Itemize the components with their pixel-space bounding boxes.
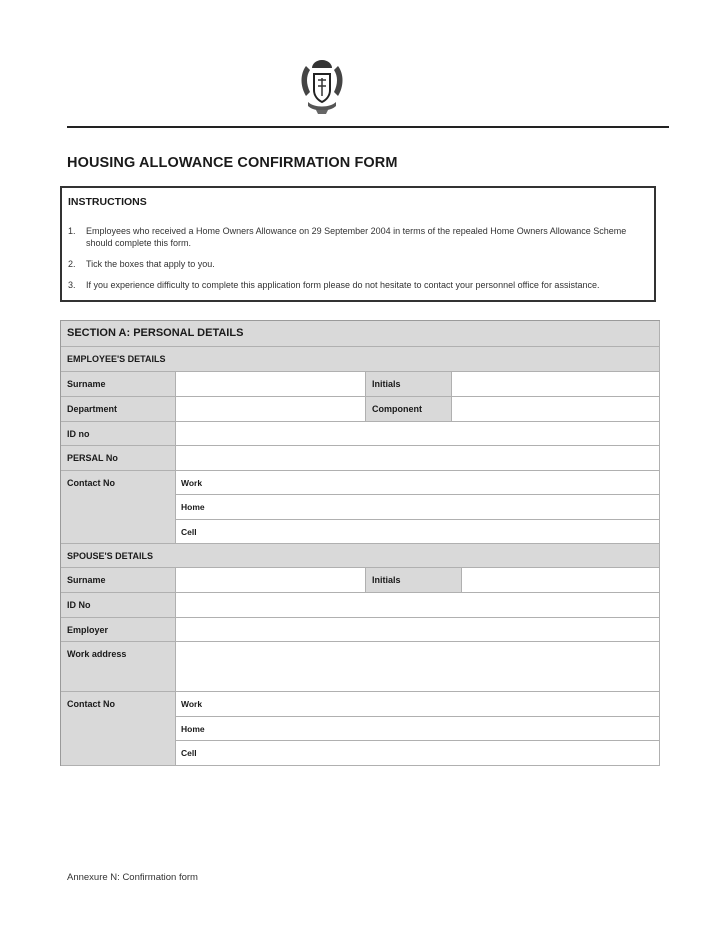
footer-annexure: Annexure N: Confirmation form [67,872,198,883]
form-title: HOUSING ALLOWANCE CONFIRMATION FORM [67,155,398,171]
instruction-item [68,279,648,291]
header-rule [67,126,669,128]
employee-component-field[interactable] [452,397,660,422]
personal-details-table [60,320,660,766]
employee-contact-work-field[interactable] [176,471,660,495]
instruction-number: 3. [68,280,76,290]
employee-component-label [366,397,452,422]
spouse-details-header [61,544,660,568]
cell-label: Cell [181,748,197,758]
instruction-item [68,258,648,270]
employee-contact-cell-field[interactable] [176,520,660,544]
employee-id-field[interactable] [176,422,660,446]
work-label: Work [181,699,203,709]
spouse-details-title: SPOUSE'S DETAILS [67,551,153,561]
spouse-contact-work-field[interactable] [176,692,660,717]
spouse-surname-field[interactable] [176,568,366,593]
label-text: Initials [372,379,401,389]
employee-persal-field[interactable] [176,446,660,471]
spouse-contact-label [61,692,176,766]
spouse-work-address-label [61,642,176,692]
employee-contact-label [61,471,176,544]
spouse-initials-field[interactable] [462,568,660,593]
employee-initials-field[interactable] [452,372,660,397]
instruction-item [68,225,648,249]
instruction-number: 1. [68,226,76,236]
instruction-text: If you experience difficulty to complete this application form please do not hesitate to contact your personnel office for assistance. [86,280,600,290]
label-text: Employer [67,625,109,635]
work-label: Work [181,478,203,488]
instructions-box [60,186,656,302]
label-text: Surname [67,575,106,585]
instruction-number: 2. [68,259,76,269]
home-label: Home [181,724,205,734]
spouse-employer-field[interactable] [176,618,660,642]
cell-label: Cell [181,527,197,537]
coat-of-arms-emblem [296,56,348,118]
employee-surname-field[interactable] [176,372,366,397]
label-text: Surname [67,379,106,389]
section-a-title: SECTION A: PERSONAL DETAILS [67,327,244,339]
spouse-contact-home-field[interactable] [176,717,660,741]
employee-department-label [61,397,176,422]
employee-department-field[interactable] [176,397,366,422]
employee-details-title: EMPLOYEE'S DETAILS [67,354,166,364]
employee-details-header [61,347,660,372]
instruction-text: Employees who received a Home Owners Allowance on 29 September 2004 in terms of the repealed Home Owners Allowance Scheme should complete this form. [86,226,627,248]
label-text: ID no [67,429,90,439]
spouse-work-address-field[interactable] [176,642,660,692]
employee-id-label [61,422,176,446]
spouse-id-label [61,593,176,618]
instruction-text: Tick the boxes that apply to you. [86,259,215,269]
label-text: PERSAL No [67,453,118,463]
section-a-header [61,321,660,347]
employee-initials-label [366,372,452,397]
label-text: Work address [67,649,127,659]
spouse-initials-label [366,568,462,593]
spouse-employer-label [61,618,176,642]
employee-persal-label [61,446,176,471]
home-label: Home [181,502,205,512]
label-text: Initials [372,575,401,585]
spouse-contact-cell-field[interactable] [176,741,660,766]
spouse-surname-label [61,568,176,593]
label-text: Contact No [67,478,115,488]
employee-surname-label [61,372,176,397]
label-text: Department [67,404,118,414]
spouse-id-field[interactable] [176,593,660,618]
label-text: ID No [67,600,91,610]
label-text: Contact No [67,699,115,709]
label-text: Component [372,404,422,414]
instructions-title: INSTRUCTIONS [68,196,147,208]
employee-contact-home-field[interactable] [176,495,660,520]
